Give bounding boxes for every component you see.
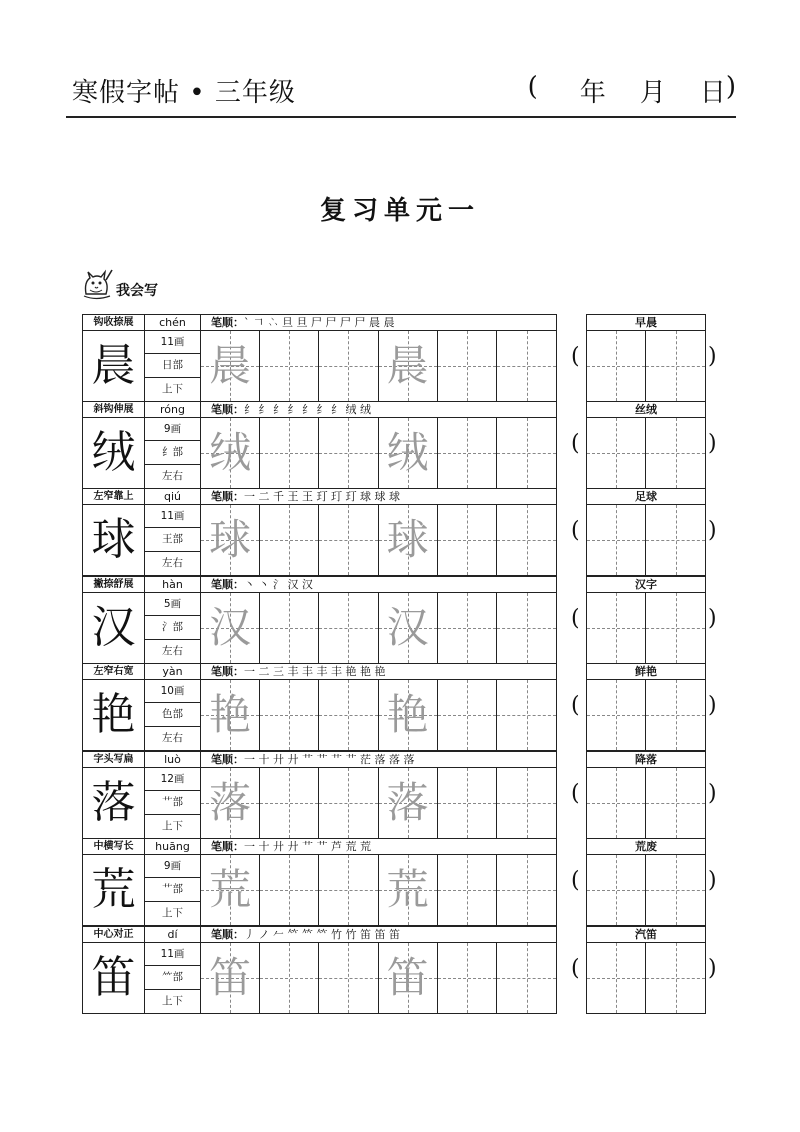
open-paren: ( bbox=[571, 518, 580, 543]
character-card bbox=[82, 576, 557, 664]
writing-box[interactable] bbox=[497, 418, 556, 488]
trace-character: 落 bbox=[386, 778, 429, 827]
practice-row bbox=[82, 314, 719, 404]
cat-writing-icon bbox=[80, 268, 114, 302]
writing-box[interactable] bbox=[379, 331, 438, 401]
stroke-order-label: 笔顺： bbox=[211, 490, 244, 503]
open-paren: ( bbox=[571, 606, 580, 631]
stroke-count: 9画 bbox=[145, 418, 201, 441]
writing-box[interactable] bbox=[260, 331, 319, 401]
stroke-order-steps: 一 二 千 王 王 玎 玎 玎 球 球 球 bbox=[244, 490, 400, 503]
stroke-order-steps: 丶 丶 氵 汉 汉 bbox=[244, 578, 313, 591]
word-grid bbox=[587, 418, 705, 488]
stroke-order bbox=[201, 402, 556, 418]
word-card bbox=[586, 663, 706, 751]
word-label: 汉字 bbox=[587, 577, 705, 593]
stroke-order bbox=[201, 927, 556, 943]
pinyin: chén bbox=[145, 315, 201, 331]
trace-character: 晨 bbox=[386, 341, 429, 390]
close-paren: ) bbox=[708, 956, 717, 981]
writing-tip: 中横写长 bbox=[83, 839, 145, 855]
writing-box[interactable] bbox=[379, 855, 438, 925]
trace-character: 荒 bbox=[209, 865, 252, 914]
writing-tip: 字头写扁 bbox=[83, 752, 145, 768]
radical: 艹部 bbox=[145, 878, 201, 901]
practice-row bbox=[82, 401, 719, 491]
writing-box[interactable] bbox=[319, 505, 378, 575]
character-card bbox=[82, 663, 557, 751]
pinyin: dí bbox=[145, 927, 201, 943]
model-character: 艳 bbox=[83, 680, 145, 750]
stroke-order-label: 笔顺： bbox=[211, 753, 244, 766]
word-card bbox=[586, 838, 706, 926]
word-writing-box[interactable] bbox=[646, 768, 705, 838]
model-character: 球 bbox=[83, 505, 145, 575]
writing-box[interactable] bbox=[319, 680, 378, 750]
writing-box[interactable] bbox=[497, 855, 556, 925]
writing-box[interactable] bbox=[201, 593, 260, 663]
open-paren: ( bbox=[571, 431, 580, 456]
stroke-order bbox=[201, 315, 556, 331]
trace-character: 球 bbox=[209, 515, 252, 564]
writing-box[interactable] bbox=[201, 680, 260, 750]
close-paren: ) bbox=[708, 431, 717, 456]
trace-character: 荒 bbox=[386, 865, 429, 914]
stroke-count: 5画 bbox=[145, 593, 201, 616]
date-close-paren: ) bbox=[725, 72, 736, 102]
practice-grid bbox=[201, 855, 556, 925]
date-field bbox=[528, 72, 736, 109]
character-card bbox=[82, 751, 557, 839]
structure: 上下 bbox=[145, 990, 201, 1013]
radical: 日部 bbox=[145, 354, 201, 377]
writing-box[interactable] bbox=[260, 768, 319, 838]
word-card bbox=[586, 488, 706, 576]
close-paren: ) bbox=[708, 606, 717, 631]
close-paren: ) bbox=[708, 868, 717, 893]
stroke-order-steps: 丿 ノ 𠂉 𥫗 𥫗 𥫗 竹 竹 笛 笛 笛 bbox=[244, 928, 400, 941]
character-card bbox=[82, 488, 557, 576]
trace-character: 笛 bbox=[209, 953, 252, 1002]
stroke-count: 11画 bbox=[145, 505, 201, 528]
radical: 纟部 bbox=[145, 441, 201, 464]
stroke-order-steps: 纟 纟 纟 纟 纟 纟 纟 绒 绒 bbox=[244, 403, 371, 416]
writing-box[interactable] bbox=[438, 505, 497, 575]
writing-box[interactable] bbox=[379, 943, 438, 1013]
open-paren: ( bbox=[571, 344, 580, 369]
pinyin: huāng bbox=[145, 839, 201, 855]
practice-row bbox=[82, 751, 719, 841]
writing-box[interactable] bbox=[319, 418, 378, 488]
writing-box[interactable] bbox=[319, 331, 378, 401]
writing-box[interactable] bbox=[379, 768, 438, 838]
section-label bbox=[80, 268, 158, 302]
writing-box[interactable] bbox=[319, 943, 378, 1013]
writing-box[interactable] bbox=[497, 943, 556, 1013]
practice-grid bbox=[201, 680, 556, 750]
stroke-order bbox=[201, 752, 556, 768]
writing-tip: 钩收捺展 bbox=[83, 315, 145, 331]
close-paren: ) bbox=[708, 781, 717, 806]
word-label: 足球 bbox=[587, 489, 705, 505]
stroke-count: 12画 bbox=[145, 768, 201, 791]
word-writing-box[interactable] bbox=[646, 680, 705, 750]
writing-box[interactable] bbox=[201, 855, 260, 925]
unit-title: 复习单元一 bbox=[319, 196, 480, 226]
writing-box[interactable] bbox=[438, 680, 497, 750]
stroke-order-label: 笔顺： bbox=[211, 578, 244, 591]
model-character: 落 bbox=[83, 768, 145, 838]
model-character: 笛 bbox=[83, 943, 145, 1013]
stroke-order bbox=[201, 839, 556, 855]
word-writing-box[interactable] bbox=[646, 855, 705, 925]
writing-box[interactable] bbox=[260, 855, 319, 925]
writing-box[interactable] bbox=[497, 680, 556, 750]
word-grid bbox=[587, 680, 705, 750]
trace-character: 绒 bbox=[386, 428, 429, 477]
structure: 上下 bbox=[145, 902, 201, 925]
writing-box[interactable] bbox=[438, 593, 497, 663]
writing-box[interactable] bbox=[260, 943, 319, 1013]
pinyin: yàn bbox=[145, 664, 201, 680]
writing-box[interactable] bbox=[438, 855, 497, 925]
writing-box[interactable] bbox=[201, 943, 260, 1013]
structure: 左右 bbox=[145, 640, 201, 663]
word-writing-box[interactable] bbox=[646, 943, 705, 1013]
writing-box[interactable] bbox=[319, 768, 378, 838]
stroke-order-label: 笔顺： bbox=[211, 840, 244, 853]
trace-character: 艳 bbox=[386, 690, 429, 739]
word-grid bbox=[587, 768, 705, 838]
word-grid bbox=[587, 593, 705, 663]
word-card bbox=[586, 314, 706, 402]
trace-character: 艳 bbox=[209, 690, 252, 739]
open-paren: ( bbox=[571, 693, 580, 718]
model-character: 汉 bbox=[83, 593, 145, 663]
trace-character: 落 bbox=[209, 778, 252, 827]
practice-row bbox=[82, 488, 719, 578]
word-writing-box[interactable] bbox=[646, 331, 705, 401]
structure: 左右 bbox=[145, 727, 201, 750]
writing-box[interactable] bbox=[497, 768, 556, 838]
stroke-count: 9画 bbox=[145, 855, 201, 878]
pinyin: róng bbox=[145, 402, 201, 418]
word-writing-box[interactable] bbox=[587, 680, 646, 750]
word-writing-box[interactable] bbox=[587, 943, 646, 1013]
stroke-order-steps: 一 十 廾 廾 艹 艹 芦 荒 荒 bbox=[244, 840, 371, 853]
pinyin: hàn bbox=[145, 577, 201, 593]
trace-character: 汉 bbox=[209, 603, 252, 652]
stroke-order-label: 笔顺： bbox=[211, 665, 244, 678]
date-month-label: 月 bbox=[639, 78, 666, 108]
structure: 上下 bbox=[145, 378, 201, 401]
word-writing-box[interactable] bbox=[587, 331, 646, 401]
header-rule bbox=[66, 116, 736, 118]
writing-box[interactable] bbox=[379, 680, 438, 750]
character-card bbox=[82, 926, 557, 1014]
word-label: 早晨 bbox=[587, 315, 705, 331]
writing-tip: 斜钩伸展 bbox=[83, 402, 145, 418]
writing-box[interactable] bbox=[438, 418, 497, 488]
practice-grid bbox=[201, 593, 556, 663]
word-label: 鲜艳 bbox=[587, 664, 705, 680]
stroke-order bbox=[201, 664, 556, 680]
stroke-order bbox=[201, 489, 556, 505]
radical: 王部 bbox=[145, 528, 201, 551]
trace-character: 球 bbox=[386, 515, 429, 564]
date-year-label: 年 bbox=[579, 78, 606, 108]
writing-box[interactable] bbox=[319, 855, 378, 925]
section-label-text: 我会写 bbox=[116, 283, 158, 299]
word-card bbox=[586, 926, 706, 1014]
writing-box[interactable] bbox=[438, 943, 497, 1013]
structure: 左右 bbox=[145, 465, 201, 488]
word-writing-box[interactable] bbox=[587, 768, 646, 838]
writing-box[interactable] bbox=[379, 505, 438, 575]
writing-box[interactable] bbox=[319, 593, 378, 663]
writing-tip: 左窄右宽 bbox=[83, 664, 145, 680]
practice-grid bbox=[201, 418, 556, 488]
practice-row bbox=[82, 838, 719, 928]
header-title: 寒假字帖 • 三年级 bbox=[72, 78, 296, 108]
page-header bbox=[66, 72, 736, 116]
writing-box[interactable] bbox=[497, 505, 556, 575]
word-card bbox=[586, 751, 706, 839]
stroke-order-label: 笔顺： bbox=[211, 403, 244, 416]
date-day-label: 日 bbox=[699, 78, 726, 108]
writing-box[interactable] bbox=[379, 418, 438, 488]
word-writing-box[interactable] bbox=[587, 855, 646, 925]
writing-box[interactable] bbox=[201, 418, 260, 488]
writing-box[interactable] bbox=[438, 768, 497, 838]
trace-character: 绒 bbox=[209, 428, 252, 477]
word-grid bbox=[587, 331, 705, 401]
writing-box[interactable] bbox=[201, 768, 260, 838]
stroke-count: 10画 bbox=[145, 680, 201, 703]
practice-row bbox=[82, 576, 719, 666]
word-writing-box[interactable] bbox=[587, 505, 646, 575]
practice-row bbox=[82, 663, 719, 753]
radical: 色部 bbox=[145, 703, 201, 726]
word-grid bbox=[587, 855, 705, 925]
word-writing-box[interactable] bbox=[646, 505, 705, 575]
trace-character: 汉 bbox=[386, 603, 429, 652]
word-card bbox=[586, 576, 706, 664]
open-paren: ( bbox=[571, 868, 580, 893]
close-paren: ) bbox=[708, 518, 717, 543]
practice-grid bbox=[201, 505, 556, 575]
practice-grid bbox=[201, 768, 556, 838]
writing-box[interactable] bbox=[260, 680, 319, 750]
character-card bbox=[82, 401, 557, 489]
word-writing-box[interactable] bbox=[646, 418, 705, 488]
radical: 氵部 bbox=[145, 616, 201, 639]
model-character: 绒 bbox=[83, 418, 145, 488]
stroke-order-steps: 一 二 三 丰 丰 丰 丰 艳 艳 艳 bbox=[244, 665, 386, 678]
writing-box[interactable] bbox=[201, 331, 260, 401]
stroke-order-steps: ` 𠃍 𠁼 旦 旦 尸 尸 尸 尸 晨 晨 bbox=[244, 316, 395, 329]
stroke-order-label: 笔顺： bbox=[211, 316, 244, 329]
character-card bbox=[82, 314, 557, 402]
trace-character: 晨 bbox=[209, 341, 252, 390]
writing-box[interactable] bbox=[201, 505, 260, 575]
structure: 上下 bbox=[145, 815, 201, 838]
writing-tip: 撇捺舒展 bbox=[83, 577, 145, 593]
trace-character: 笛 bbox=[386, 953, 429, 1002]
practice-row bbox=[82, 926, 719, 1016]
word-label: 荒废 bbox=[587, 839, 705, 855]
close-paren: ) bbox=[708, 693, 717, 718]
word-writing-box[interactable] bbox=[587, 418, 646, 488]
writing-box[interactable] bbox=[260, 418, 319, 488]
word-label: 汽笛 bbox=[587, 927, 705, 943]
model-character: 荒 bbox=[83, 855, 145, 925]
word-card bbox=[586, 401, 706, 489]
radical: 艹部 bbox=[145, 791, 201, 814]
writing-box[interactable] bbox=[438, 331, 497, 401]
writing-tip: 左窄靠上 bbox=[83, 489, 145, 505]
stroke-order bbox=[201, 577, 556, 593]
writing-box[interactable] bbox=[260, 593, 319, 663]
practice-grid bbox=[201, 331, 556, 401]
pinyin: luò bbox=[145, 752, 201, 768]
character-card bbox=[82, 838, 557, 926]
word-grid bbox=[587, 943, 705, 1013]
word-writing-box[interactable] bbox=[587, 593, 646, 663]
word-label: 降落 bbox=[587, 752, 705, 768]
open-paren: ( bbox=[571, 956, 580, 981]
model-character: 晨 bbox=[83, 331, 145, 401]
pinyin: qiú bbox=[145, 489, 201, 505]
date-open-paren: ( bbox=[527, 72, 538, 102]
word-writing-box[interactable] bbox=[646, 593, 705, 663]
stroke-count: 11画 bbox=[145, 943, 201, 966]
writing-box[interactable] bbox=[497, 593, 556, 663]
open-paren: ( bbox=[571, 781, 580, 806]
practice-grid bbox=[201, 943, 556, 1013]
writing-box[interactable] bbox=[379, 593, 438, 663]
stroke-count: 11画 bbox=[145, 331, 201, 354]
close-paren: ) bbox=[708, 344, 717, 369]
radical: ⺮部 bbox=[145, 966, 201, 989]
writing-box[interactable] bbox=[497, 331, 556, 401]
writing-box[interactable] bbox=[260, 505, 319, 575]
word-grid bbox=[587, 505, 705, 575]
writing-tip: 中心对正 bbox=[83, 927, 145, 943]
word-label: 丝绒 bbox=[587, 402, 705, 418]
stroke-order-steps: 一 十 廾 廾 艹 艹 艹 艹 茫 落 落 落 bbox=[244, 753, 415, 766]
stroke-order-label: 笔顺： bbox=[211, 928, 244, 941]
structure: 左右 bbox=[145, 552, 201, 575]
